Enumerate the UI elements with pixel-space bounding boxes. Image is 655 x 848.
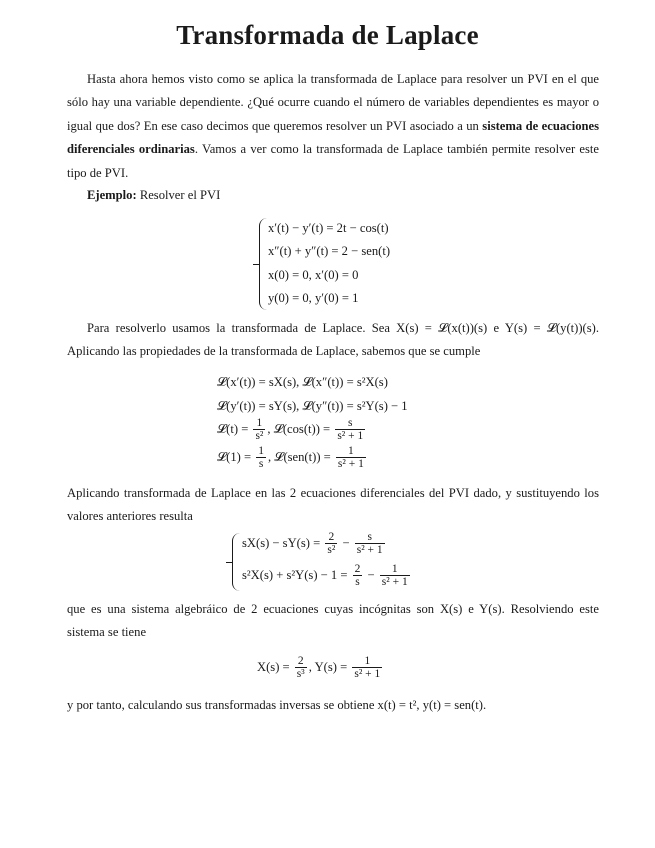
numerator: s bbox=[355, 531, 385, 544]
numerator: 2 bbox=[295, 655, 307, 668]
paragraph-3: Aplicando transformada de Laplace en las 2 ecuaciones diferenciales del PVI dado, y sustituyendo los valores anteriores resulta bbox=[67, 486, 599, 524]
fraction bbox=[380, 563, 410, 589]
system1-eq1: x′(t) − y′(t) = 2t − cos(t) bbox=[268, 221, 389, 235]
fraction bbox=[353, 563, 363, 589]
system1-eq2: x″(t) + y″(t) = 2 − sen(t) bbox=[268, 244, 391, 258]
numerator: 1 bbox=[253, 417, 265, 430]
example-text: Resolver el PVI bbox=[136, 188, 221, 202]
system2-eq1 bbox=[242, 531, 387, 557]
props-r4-a: 𝓛(1) = bbox=[217, 449, 255, 464]
props-row-1: 𝓛(x′(t)) = sX(s), 𝓛(x″(t)) = s²X(s) bbox=[217, 375, 388, 389]
system1-eq4: y(0) = 0, y′(0) = 1 bbox=[268, 291, 359, 305]
fraction bbox=[352, 655, 382, 681]
solution-a: X(s) = bbox=[257, 659, 293, 674]
denominator: s bbox=[355, 576, 360, 588]
denominator: s² + 1 bbox=[337, 430, 364, 442]
fraction bbox=[295, 655, 307, 681]
intro-paragraph bbox=[67, 68, 599, 185]
solution-line bbox=[257, 655, 384, 681]
intro-text-2: . Vamos a ver como la transformada de Laplace también permite resolver este tipo de PVI. bbox=[67, 142, 599, 180]
denominator: s² + 1 bbox=[354, 668, 381, 680]
fraction bbox=[256, 445, 266, 471]
page-title: Transformada de Laplace bbox=[176, 20, 479, 50]
intro-bold-term: sistema de ecuaciones diferenciales ordinarias bbox=[67, 118, 600, 157]
denominator: s² + 1 bbox=[381, 576, 408, 588]
props-r3-a: 𝓛(t) = bbox=[217, 421, 252, 436]
system2-e2-minus: − bbox=[364, 567, 378, 582]
paragraph-4: que es una sistema algebráico de 2 ecuaciones cuyas incógnitas son X(s) e Y(s). Resolviendo este sistema se tiene bbox=[67, 602, 599, 640]
paragraph-2: Para resolverlo usamos la transformada de Laplace. Sea X(s) = 𝓛(x(t))(s) e Y(s) = 𝓛(y(t))(s). Aplicando las propiedades de la transformada de Laplace, sabemos que se cumple bbox=[67, 321, 599, 359]
system1-eq3: x(0) = 0, x′(0) = 0 bbox=[268, 268, 359, 282]
props-row-3 bbox=[217, 417, 367, 443]
denominator: s² bbox=[327, 544, 336, 556]
system2-e1-a: sX(s) − sY(s) = bbox=[242, 535, 324, 550]
props-r4-b: , 𝓛(sen(t)) = bbox=[268, 449, 334, 464]
system2-eq2 bbox=[242, 563, 412, 589]
denominator: s² + 1 bbox=[337, 458, 364, 470]
example-line bbox=[67, 184, 599, 207]
denominator: s² + 1 bbox=[356, 544, 383, 556]
numerator: 1 bbox=[336, 445, 366, 458]
fraction bbox=[253, 417, 265, 443]
denominator: s³ bbox=[296, 668, 305, 680]
example-label: Ejemplo: bbox=[87, 188, 137, 202]
intro-text-1: Hasta ahora hemos visto como se aplica la transformada de Laplace para resolver un PVI en el que sólo hay una variable dependiente. ¿Qué ocurre cuando el número de variables dependientes es mayor o igual que dos? En ese caso decimos que queremos resolver un PVI asociado a un bbox=[67, 72, 599, 133]
system1-brace bbox=[259, 218, 268, 310]
system2-e2-a: s²X(s) + s²Y(s) − 1 = bbox=[242, 567, 351, 582]
denominator: s² bbox=[255, 430, 264, 442]
system2-brace bbox=[232, 533, 241, 591]
numerator: 1 bbox=[352, 655, 382, 668]
fraction bbox=[325, 531, 337, 557]
numerator: 2 bbox=[354, 563, 361, 575]
props-r3-b: , 𝓛(cos(t)) = bbox=[267, 421, 334, 436]
fraction bbox=[335, 417, 365, 443]
denominator: s bbox=[258, 458, 264, 470]
numerator: 1 bbox=[258, 445, 264, 457]
paragraph-5: y por tanto, calculando sus transformadas inversas se obtiene x(t) = t², y(t) = sen(t). bbox=[67, 698, 487, 712]
props-row-4 bbox=[217, 445, 368, 471]
numerator: 2 bbox=[325, 531, 337, 544]
numerator: 1 bbox=[380, 563, 410, 576]
solution-b: , Y(s) = bbox=[308, 659, 351, 674]
fraction bbox=[355, 531, 385, 557]
numerator: s bbox=[335, 417, 365, 430]
system2-e1-minus: − bbox=[339, 535, 353, 550]
props-row-2: 𝓛(y′(t)) = sY(s), 𝓛(y″(t)) = s²Y(s) − 1 bbox=[217, 399, 408, 413]
fraction bbox=[336, 445, 366, 471]
